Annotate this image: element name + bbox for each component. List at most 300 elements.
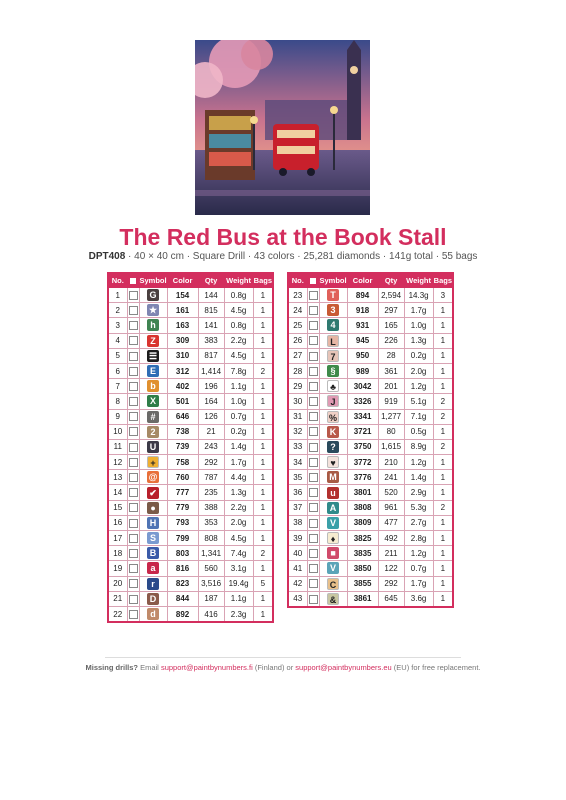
cell-qty: 196 (198, 379, 224, 394)
symbol-badge: Z (147, 335, 159, 347)
cell-no: 28 (288, 363, 307, 378)
cell-color: 402 (167, 379, 198, 394)
symbol-badge: H (147, 517, 159, 529)
symbol-badge: b (147, 380, 159, 392)
symbol-badge: ♣ (327, 380, 339, 392)
cell-bags: 1 (433, 576, 453, 591)
cell-color: 310 (167, 348, 198, 363)
table-header-row (288, 273, 453, 288)
cell-color: 799 (167, 531, 198, 546)
cell-checkbox (307, 379, 319, 394)
header-checkbox-icon (310, 278, 316, 284)
cell-no: 21 (108, 591, 127, 606)
cell-color: 844 (167, 591, 198, 606)
cell-checkbox (127, 546, 139, 561)
symbol-badge: D (147, 593, 159, 605)
footer-text-2: (Finland) or (252, 663, 296, 672)
table-row (288, 303, 453, 318)
cell-checkbox (307, 424, 319, 439)
symbol-badge: K (327, 426, 339, 438)
collected-checkbox[interactable] (309, 534, 318, 543)
cell-qty: 919 (378, 394, 404, 409)
header-weight: Weight (224, 273, 253, 288)
cell-qty: 226 (378, 333, 404, 348)
cell-symbol (319, 303, 347, 318)
collected-checkbox[interactable] (309, 443, 318, 452)
cell-color: 779 (167, 500, 198, 515)
cell-color: 3835 (347, 546, 378, 561)
cell-checkbox (307, 409, 319, 424)
cell-symbol (319, 470, 347, 485)
cell-weight: 4.5g (224, 531, 253, 546)
table-row (288, 561, 453, 576)
cell-bags: 5 (253, 576, 273, 591)
cell-no: 17 (108, 531, 127, 546)
collected-checkbox[interactable] (129, 610, 138, 619)
cell-color: 3341 (347, 409, 378, 424)
cell-checkbox (127, 288, 139, 303)
cell-weight: 1.1g (224, 379, 253, 394)
email-link-finland[interactable]: support@paintbynumbers.fi (160, 663, 253, 672)
cell-color: 950 (347, 348, 378, 363)
cell-color: 3861 (347, 591, 378, 607)
cell-qty: 292 (378, 576, 404, 591)
cell-no: 8 (108, 394, 127, 409)
cell-weight: 2.9g (404, 485, 433, 500)
collected-checkbox[interactable] (309, 382, 318, 391)
cell-weight: 4.5g (224, 348, 253, 363)
collected-checkbox[interactable] (309, 306, 318, 315)
cell-color: 163 (167, 318, 198, 333)
cell-bags: 1 (253, 288, 273, 303)
cell-color: 823 (167, 576, 198, 591)
cell-weight: 1.4g (404, 470, 433, 485)
cell-qty: 144 (198, 288, 224, 303)
cell-color: 3825 (347, 531, 378, 546)
collected-checkbox[interactable] (309, 488, 318, 497)
cell-bags: 3 (433, 288, 453, 303)
collected-checkbox[interactable] (129, 549, 138, 558)
cell-color: 3809 (347, 515, 378, 530)
cell-symbol (139, 318, 167, 333)
cell-symbol (139, 288, 167, 303)
symbol-badge: ? (327, 441, 339, 453)
cell-no: 40 (288, 546, 307, 561)
cell-symbol (319, 455, 347, 470)
cell-bags: 1 (253, 606, 273, 622)
cell-checkbox (127, 424, 139, 439)
cell-checkbox (307, 500, 319, 515)
cell-symbol (319, 500, 347, 515)
cell-symbol (319, 515, 347, 530)
collected-checkbox[interactable] (129, 352, 138, 361)
cell-bags: 1 (433, 546, 453, 561)
cell-no: 29 (288, 379, 307, 394)
cell-color: 501 (167, 394, 198, 409)
cell-symbol (139, 591, 167, 606)
table-row (108, 470, 273, 485)
header-color: Color (347, 273, 378, 288)
header-checkbox (307, 273, 319, 288)
cell-checkbox (307, 546, 319, 561)
symbol-badge: M (327, 471, 339, 483)
table-row (108, 348, 273, 363)
cell-symbol (319, 348, 347, 363)
cell-no: 14 (108, 485, 127, 500)
cell-bags: 1 (433, 455, 453, 470)
footer-text-3: (EU) for free replacement. (391, 663, 481, 672)
collected-checkbox[interactable] (129, 595, 138, 604)
collected-checkbox[interactable] (309, 549, 318, 558)
email-link-eu[interactable]: support@paintbynumbers.eu (295, 663, 392, 672)
cell-bags: 1 (253, 470, 273, 485)
collected-checkbox[interactable] (309, 503, 318, 512)
cell-symbol (139, 379, 167, 394)
collected-checkbox[interactable] (309, 291, 318, 300)
table-row (288, 591, 453, 607)
cell-color: 777 (167, 485, 198, 500)
cell-weight: 1.7g (404, 303, 433, 318)
cell-qty: 383 (198, 333, 224, 348)
symbol-badge: U (147, 441, 159, 453)
symbol-badge: ★ (149, 305, 158, 316)
cell-bags: 1 (433, 333, 453, 348)
header-symbol: Symbol (139, 273, 167, 288)
cell-no: 32 (288, 424, 307, 439)
cell-checkbox (307, 363, 319, 378)
cell-checkbox (127, 531, 139, 546)
table-row (288, 439, 453, 454)
cell-bags: 1 (433, 561, 453, 576)
header-color: Color (167, 273, 198, 288)
collected-checkbox[interactable] (309, 321, 318, 330)
cell-checkbox (307, 561, 319, 576)
table-row (108, 576, 273, 591)
cell-symbol (319, 363, 347, 378)
cell-no: 9 (108, 409, 127, 424)
header-no: No. (108, 273, 127, 288)
cell-bags: 2 (433, 439, 453, 454)
cell-weight: 0.5g (404, 424, 433, 439)
cell-bags: 1 (433, 348, 453, 363)
cell-checkbox (127, 333, 139, 348)
collected-checkbox[interactable] (309, 336, 318, 345)
cell-symbol (319, 531, 347, 546)
collected-checkbox[interactable] (129, 488, 138, 497)
cell-color: 646 (167, 409, 198, 424)
collected-checkbox[interactable] (309, 397, 318, 406)
footer-lead: Missing drills? (85, 663, 139, 672)
cell-symbol (319, 409, 347, 424)
cell-qty: 645 (378, 591, 404, 607)
cell-symbol (319, 576, 347, 591)
table-row (108, 500, 273, 515)
cell-symbol (319, 288, 347, 303)
cell-no: 3 (108, 318, 127, 333)
collected-checkbox[interactable] (309, 473, 318, 482)
table-row (108, 333, 273, 348)
footer-note (0, 663, 566, 672)
cell-checkbox (127, 561, 139, 576)
cell-symbol (139, 439, 167, 454)
table-row (108, 561, 273, 576)
collected-checkbox[interactable] (309, 595, 318, 604)
cell-bags: 2 (253, 363, 273, 378)
cell-weight: 5.1g (404, 394, 433, 409)
table-row (288, 576, 453, 591)
collected-checkbox[interactable] (309, 367, 318, 376)
cell-bags: 1 (253, 515, 273, 530)
cell-symbol (139, 333, 167, 348)
cell-no: 10 (108, 424, 127, 439)
cell-checkbox (127, 439, 139, 454)
table-row (288, 333, 453, 348)
symbol-badge: T (327, 289, 339, 301)
cell-no: 1 (108, 288, 127, 303)
collected-checkbox[interactable] (129, 321, 138, 330)
cell-no: 7 (108, 379, 127, 394)
cell-color: 931 (347, 318, 378, 333)
cell-color: 154 (167, 288, 198, 303)
collected-checkbox[interactable] (309, 412, 318, 421)
header-no: No. (288, 273, 307, 288)
cell-qty: 126 (198, 409, 224, 424)
symbol-badge: V (327, 517, 339, 529)
cell-no: 34 (288, 455, 307, 470)
collected-checkbox[interactable] (129, 458, 138, 467)
cell-weight: 2.3g (224, 606, 253, 622)
cell-no: 18 (108, 546, 127, 561)
symbol-badge: & (327, 593, 339, 605)
cell-weight: 0.7g (224, 409, 253, 424)
footer-text-1: Email (138, 663, 161, 672)
table-row (108, 318, 273, 333)
cell-checkbox (127, 303, 139, 318)
table-row (288, 531, 453, 546)
cell-checkbox (127, 318, 139, 333)
collected-checkbox[interactable] (309, 352, 318, 361)
table-row (108, 439, 273, 454)
cell-bags: 2 (433, 500, 453, 515)
cell-weight: 1.3g (404, 333, 433, 348)
cell-color: 758 (167, 455, 198, 470)
cell-qty: 243 (198, 439, 224, 454)
page-title: The Red Bus at the Book Stall (119, 224, 447, 250)
cell-symbol (139, 561, 167, 576)
collected-checkbox[interactable] (129, 519, 138, 528)
cell-color: 3326 (347, 394, 378, 409)
table-row (108, 485, 273, 500)
table-row (108, 531, 273, 546)
cell-no: 41 (288, 561, 307, 576)
collected-checkbox[interactable] (309, 427, 318, 436)
symbol-badge: ♥ (327, 456, 339, 468)
cell-no: 19 (108, 561, 127, 576)
cell-bags: 1 (253, 500, 273, 515)
collected-checkbox[interactable] (129, 443, 138, 452)
cell-checkbox (127, 591, 139, 606)
cell-no: 13 (108, 470, 127, 485)
cell-weight: 0.2g (404, 348, 433, 363)
cell-checkbox (127, 455, 139, 470)
table-header-row (108, 273, 273, 288)
cell-qty: 122 (378, 561, 404, 576)
collected-checkbox[interactable] (129, 291, 138, 300)
cell-no: 42 (288, 576, 307, 591)
cell-weight: 2.2g (224, 500, 253, 515)
table-row (108, 303, 273, 318)
cell-color: 161 (167, 303, 198, 318)
cell-color: 989 (347, 363, 378, 378)
cell-weight: 1.2g (404, 546, 433, 561)
cell-color: 3808 (347, 500, 378, 515)
table-row (108, 288, 273, 303)
collected-checkbox[interactable] (309, 519, 318, 528)
collected-checkbox[interactable] (309, 579, 318, 588)
cell-no: 30 (288, 394, 307, 409)
artwork-preview (195, 40, 370, 215)
table-row (288, 363, 453, 378)
cell-symbol (319, 546, 347, 561)
table-row (108, 455, 273, 470)
cell-no: 23 (288, 288, 307, 303)
collected-checkbox[interactable] (309, 458, 318, 467)
cell-symbol (139, 409, 167, 424)
cell-weight: 2.7g (404, 515, 433, 530)
cell-color: 739 (167, 439, 198, 454)
color-legend-table-right (287, 272, 454, 608)
cell-checkbox (127, 515, 139, 530)
symbol-badge: G (147, 289, 159, 301)
collected-checkbox[interactable] (129, 367, 138, 376)
cell-qty: 961 (378, 500, 404, 515)
header-qty: Qty (198, 273, 224, 288)
cell-bags: 1 (433, 303, 453, 318)
header-bags: Bags (253, 273, 273, 288)
cell-qty: 210 (378, 455, 404, 470)
cell-checkbox (127, 576, 139, 591)
cell-qty: 201 (378, 379, 404, 394)
cell-qty: 292 (198, 455, 224, 470)
cell-qty: 808 (198, 531, 224, 546)
cell-checkbox (127, 363, 139, 378)
cell-qty: 241 (378, 470, 404, 485)
cell-bags: 1 (433, 363, 453, 378)
cell-color: 793 (167, 515, 198, 530)
header-checkbox-icon (130, 278, 136, 284)
collected-checkbox[interactable] (129, 503, 138, 512)
cell-no: 36 (288, 485, 307, 500)
cell-qty: 560 (198, 561, 224, 576)
symbol-badge: % (329, 412, 338, 423)
symbol-badge: h (147, 319, 159, 331)
table-row (108, 394, 273, 409)
collected-checkbox[interactable] (129, 579, 138, 588)
cell-weight: 2.8g (404, 531, 433, 546)
cell-color: 3801 (347, 485, 378, 500)
collected-checkbox[interactable] (129, 336, 138, 345)
cell-symbol (139, 455, 167, 470)
cell-symbol (319, 485, 347, 500)
cell-checkbox (127, 470, 139, 485)
collected-checkbox[interactable] (129, 564, 138, 573)
cell-bags: 1 (433, 515, 453, 530)
cell-color: 803 (167, 546, 198, 561)
cell-symbol (319, 333, 347, 348)
cell-qty: 28 (378, 348, 404, 363)
cell-checkbox (127, 409, 139, 424)
header-weight: Weight (404, 273, 433, 288)
collected-checkbox[interactable] (129, 534, 138, 543)
cell-color: 3850 (347, 561, 378, 576)
cell-weight: 3.1g (224, 561, 253, 576)
cell-bags: 1 (253, 439, 273, 454)
cell-weight: 8.9g (404, 439, 433, 454)
cell-no: 25 (288, 318, 307, 333)
cell-qty: 520 (378, 485, 404, 500)
table-row (288, 485, 453, 500)
collected-checkbox[interactable] (129, 397, 138, 406)
cell-symbol (319, 439, 347, 454)
table-row (108, 363, 273, 378)
cell-symbol (319, 561, 347, 576)
symbol-badge: A (327, 502, 339, 514)
symbol-badge: V (327, 562, 339, 574)
cell-checkbox (307, 348, 319, 363)
cell-qty: 1,277 (378, 409, 404, 424)
cell-qty: 2,594 (378, 288, 404, 303)
cell-symbol (319, 591, 347, 607)
collected-checkbox[interactable] (129, 412, 138, 421)
collected-checkbox[interactable] (129, 306, 138, 315)
cell-checkbox (307, 470, 319, 485)
cell-symbol (139, 363, 167, 378)
cell-qty: 1,615 (378, 439, 404, 454)
cell-qty: 165 (378, 318, 404, 333)
cell-symbol (319, 318, 347, 333)
cell-weight: 2.2g (224, 333, 253, 348)
color-legend-table-left (107, 272, 274, 623)
cell-symbol (319, 424, 347, 439)
cell-weight: 0.8g (224, 288, 253, 303)
cell-checkbox (127, 348, 139, 363)
cell-color: 918 (347, 303, 378, 318)
cell-bags: 1 (253, 379, 273, 394)
cell-bags: 1 (253, 318, 273, 333)
cell-qty: 817 (198, 348, 224, 363)
cell-no: 38 (288, 515, 307, 530)
cell-symbol (139, 303, 167, 318)
table-row (288, 409, 453, 424)
cell-weight: 2.0g (224, 515, 253, 530)
collected-checkbox[interactable] (129, 473, 138, 482)
collected-checkbox[interactable] (129, 382, 138, 391)
cell-checkbox (127, 379, 139, 394)
table-row (108, 591, 273, 606)
cell-no: 43 (288, 591, 307, 607)
cell-qty: 80 (378, 424, 404, 439)
collected-checkbox[interactable] (309, 564, 318, 573)
cell-no: 26 (288, 333, 307, 348)
cell-color: 738 (167, 424, 198, 439)
collected-checkbox[interactable] (129, 427, 138, 436)
symbol-badge: 3 (327, 304, 339, 316)
cell-bags: 1 (253, 348, 273, 363)
cell-checkbox (307, 531, 319, 546)
symbol-badge: d (147, 608, 159, 620)
cell-color: 892 (167, 606, 198, 622)
table-row (108, 546, 273, 561)
